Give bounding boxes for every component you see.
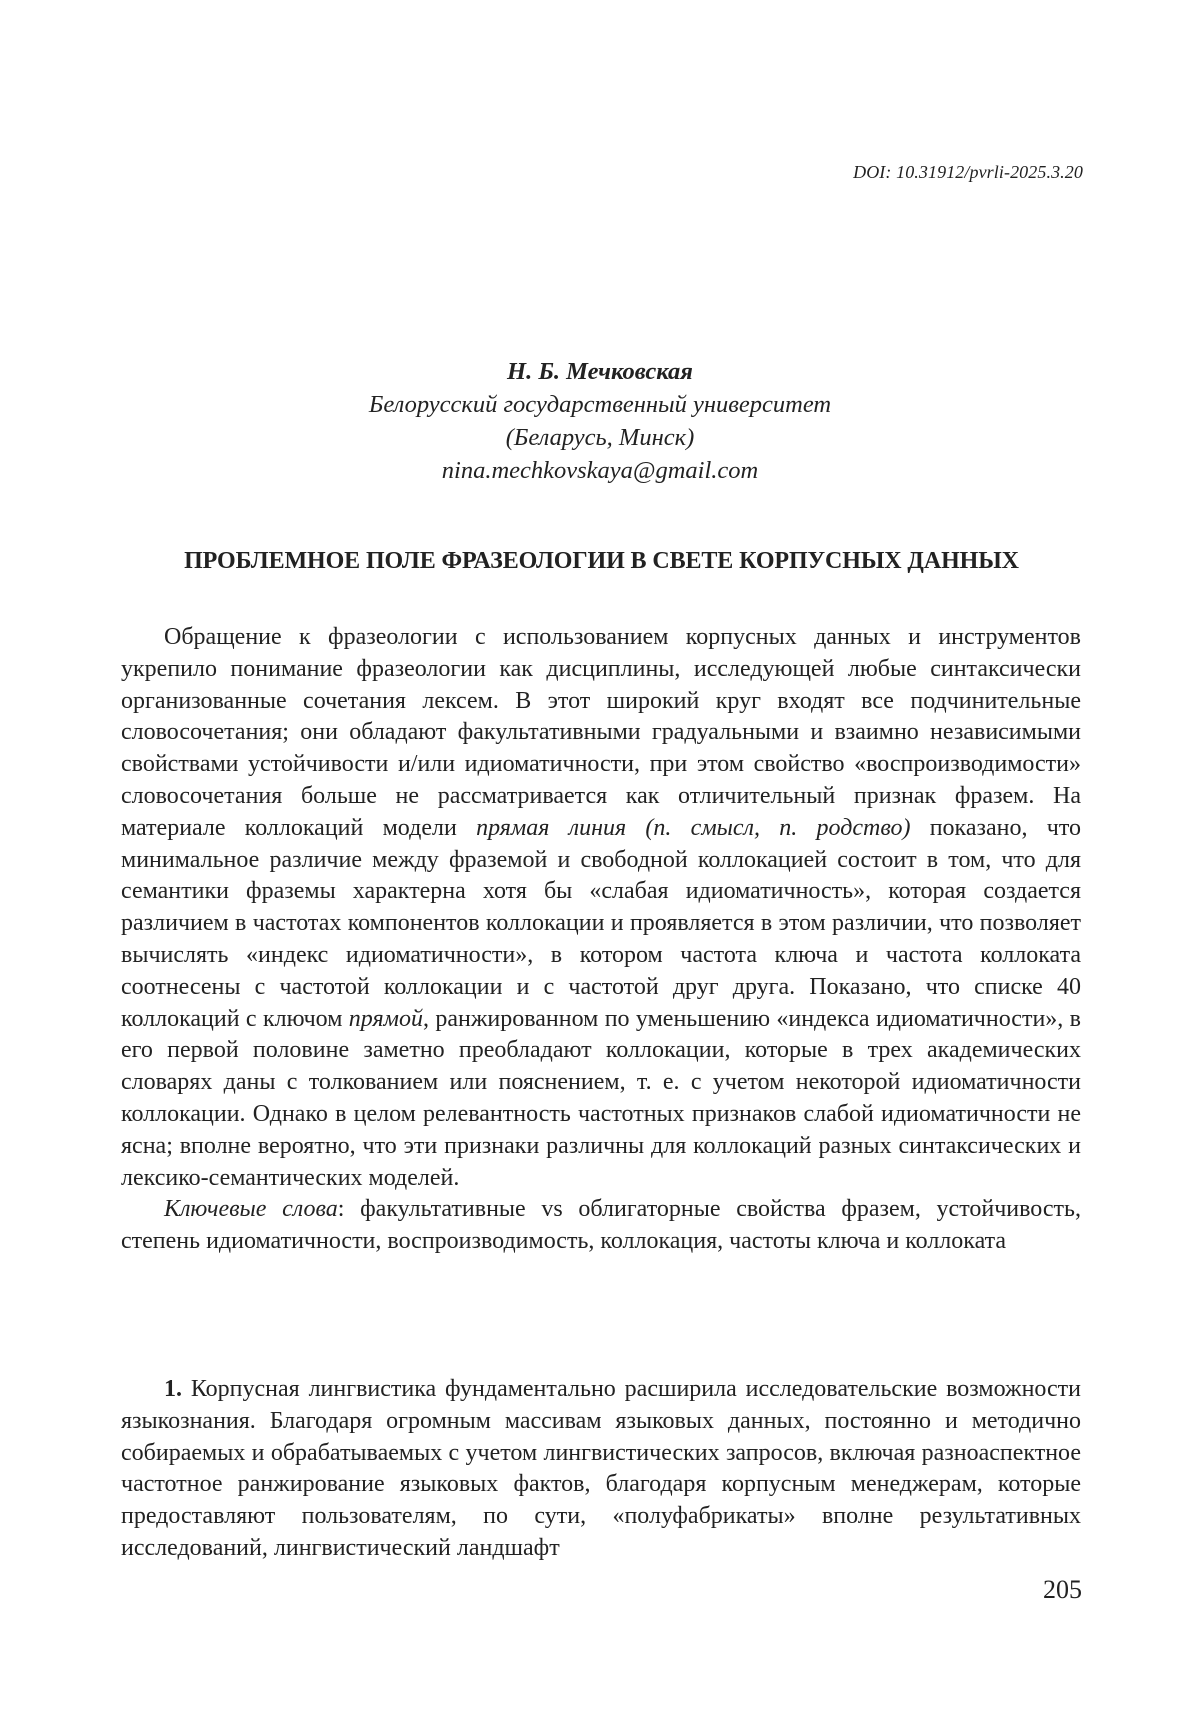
keywords [121,1194,1081,1258]
article-title: ПРОБЛЕМНОЕ ПОЛЕ ФРАЗЕОЛОГИИ В СВЕТЕ КОРПУСНЫХ ДАННЫХ [184,548,1019,574]
page-number: 205 [1043,1575,1082,1604]
abstract [121,622,1081,1258]
author-email: nina.mechkovskaya@gmail.com [441,457,759,484]
author-affiliation: Белорусский государственный университет [368,391,832,418]
abstract-text-1: Обращение к фразеологии с использованием корпусных данных и инструментов укрепило понимание фразеологии как дисциплины, исследующей любые синтаксически организованные сочетания лексем. В этот широкий круг входят все подчинительные словосочетания; они обладают факультативными градуальными и взаимно независимыми свойствами устойчивости и/или идиоматичности, при этом свойство «воспроизводимости» словосочетания больше не рассматривается как отличительный признак фразем. На материале коллокаций модели [121,624,1081,841]
doi-label: DOI: 10.31912/pvrli-2025.3.20 [853,162,1083,182]
author-block [0,355,1200,487]
abstract-italic-2: прямой [348,1005,423,1032]
section-1-text: Корпусная лингвистика фундаментально расширила исследовательские возможности языкознания. Благодаря огромным массивам языковых данных, постоянно и методично собираемых и обрабатываемых с учетом лингвистических запросов, включая разноаспектное частотное ранжирование языковых фактов, благодаря корпусным менеджерам, которые предоставляют пользователям, по сути, «полуфабрикаты» вполне результативных исследований, лингвистический ландшафт [121,1376,1081,1561]
author-name: Н. Б. Мечковская [507,358,693,385]
abstract-italic-1: прямая линия (п. смысл, п. родство) [476,814,911,841]
keywords-text: : факультативные vs облигаторные свойства фразем, устойчивость, степень идиоматичности, воспроизводимость, коллокация, частоты ключа и коллоката [121,1196,1081,1255]
section-1-paragraph [121,1374,1081,1565]
author-location: (Беларусь, Минск) [505,424,695,451]
section-1 [121,1374,1081,1565]
section-1-number: 1. [164,1376,182,1402]
abstract-paragraph [121,622,1081,1194]
abstract-text-2: показано, что минимальное различие между фраземой и свободной коллокацией состоит в том, что для семантики фраземы характерна хотя бы «слабая идиоматичность», которая создается различием в частотах компонентов коллокации и проявляется в этом различии, что позволяет вычислять «индекс идиоматичности», в котором частота ключа и частота коллоката соотнесены с частотой коллокации и с частотой друг друга. Показано, что списке 40 коллокаций с ключом [121,814,1081,1032]
keywords-label: Ключевые слова [164,1196,338,1223]
abstract-text-3: , ранжированном по уменьшению «индекса идиоматичности», в его первой половине заметно преобладают коллокации, которые в трех академических словарях даны с толкованием или пояснением, т. е. с учетом некоторой идиоматичности коллокации. Однако в целом релевантность частотных признаков слабой идиоматичности не ясна; вполне вероятно, что эти признаки различны для коллокаций разных синтаксических и лексико-семантических моделей. [121,1005,1081,1191]
